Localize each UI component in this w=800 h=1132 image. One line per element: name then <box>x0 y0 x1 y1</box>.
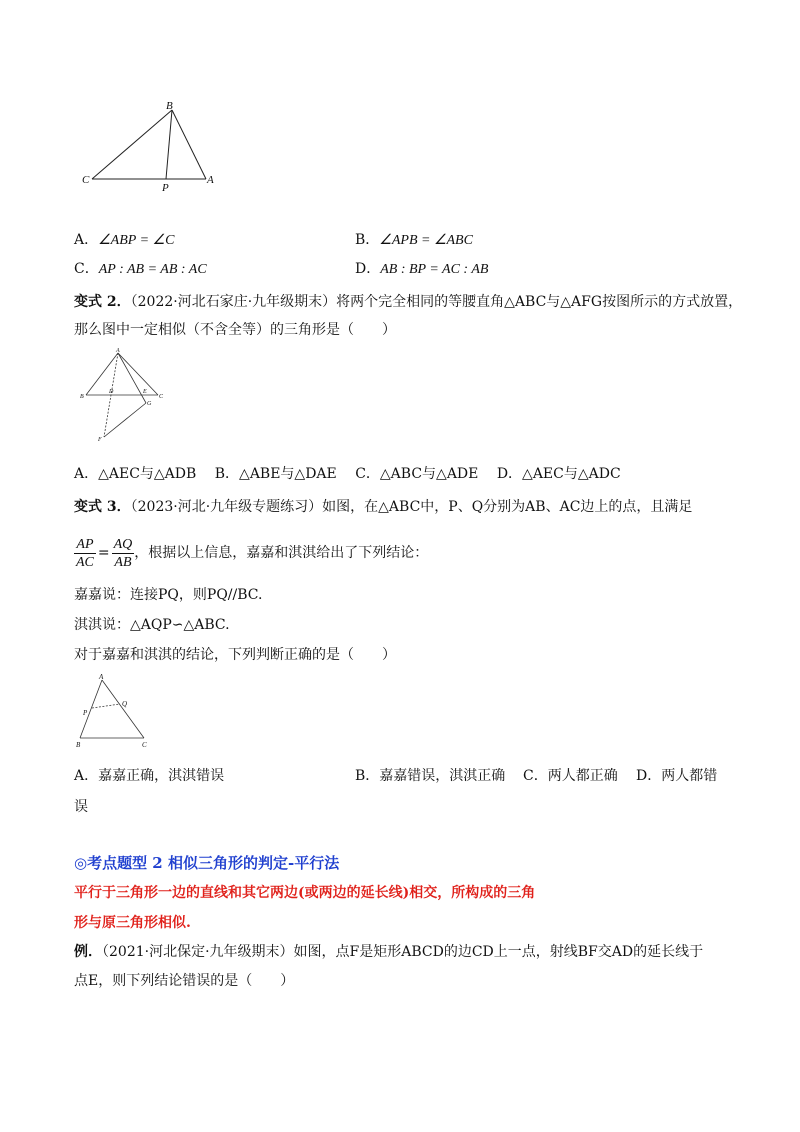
section-heading: ◎考点题型 2 相似三角形的判定-平行法 <box>74 854 340 872</box>
fig2-label-a: A <box>116 348 120 354</box>
variant2-tag: 变式 2． <box>74 294 131 310</box>
fig2-label-c: C <box>159 394 164 400</box>
fraction-aq-ab <box>112 536 135 571</box>
fraction-aq: AQ <box>113 536 133 552</box>
variant3-question: 对于嘉嘉和淇淇的结论，下列判断正确的是（ ） <box>74 647 396 663</box>
theorem-line1: 平行于三角形一边的直线和其它两边(或两边的延长线)相交，所构成的三角 <box>74 885 536 901</box>
label-b: B <box>166 100 173 112</box>
fraction-ap-ac <box>74 536 96 571</box>
fig3-label-a: A <box>99 673 104 681</box>
variant3-line1 <box>74 497 692 517</box>
example-line1 <box>74 942 703 962</box>
option-b-text: ∠APB = ∠ABC <box>379 233 473 248</box>
fraction-ap: AP <box>74 536 96 554</box>
variant3-option-c: C．两人都正确 <box>523 768 618 784</box>
option-a <box>74 230 174 251</box>
label-p: P <box>162 182 169 194</box>
example-tag: 例． <box>74 944 102 960</box>
variant2-line2: 那么图中一定相似（不含全等）的三角形是（ ） <box>74 322 396 338</box>
jiajia-statement: 嘉嘉说：连接PQ，则PQ//BC. <box>74 587 263 603</box>
variant3-line2-text: ，根据以上信息，嘉嘉和淇淇给出了下列结论： <box>134 545 429 561</box>
fraction-ab: AB <box>114 554 132 570</box>
option-d <box>355 259 488 280</box>
option-c-text: AP : AB = AB : AC <box>98 262 207 277</box>
variant3-option-a: A．嘉嘉正确，淇淇错误 <box>74 768 225 784</box>
variant2-line1 <box>74 292 742 312</box>
label-a: A <box>207 174 214 186</box>
variant3-line2 <box>74 533 428 573</box>
fig2-label-d: D <box>109 389 114 395</box>
fig2-label-b: B <box>80 394 84 400</box>
variant2-stem: （2022·河北石家庄·九年级期末）将两个完全相同的等腰直角△ABC与△AFG按图所示的方式放置， <box>130 294 743 310</box>
figure-two-triangles <box>80 345 180 445</box>
option-a-label: A． <box>74 232 99 248</box>
option-a-text: ∠ABP = ∠C <box>98 233 175 248</box>
option-c <box>74 259 207 280</box>
option-d-label: D． <box>355 261 381 277</box>
fraction-ac: AC <box>76 554 94 570</box>
theorem-line2: 形与原三角形相似. <box>74 915 191 931</box>
fig3-label-p: P <box>83 709 88 717</box>
fig2-label-e: E <box>143 389 147 395</box>
equals-sign: = <box>97 545 110 561</box>
option-d-text: AB : BP = AC : AB <box>380 262 489 277</box>
figure-triangle-apq <box>72 670 162 755</box>
fig3-label-b: B <box>76 741 81 749</box>
variant3-option-b: B．嘉嘉错误，淇淇正确 <box>355 768 506 784</box>
variant2-options: A．△AEC与△ADB B．△ABE与△DAE C．△ABC与△ADE D．△AEC与△ADC <box>74 466 621 482</box>
fig3-label-c: C <box>142 741 147 749</box>
option-b <box>355 230 473 251</box>
figure-triangle-abp <box>80 95 220 195</box>
example-stem: （2021·河北保定·九年级期末）如图，点F是矩形ABCD的边CD上一点，射线BF交AD的延长线于 <box>102 944 704 960</box>
label-c: C <box>82 174 90 186</box>
option-c-label: C． <box>74 261 99 277</box>
variant3-stem: （2023·河北·九年级专题练习）如图，在△ABC中，P、Q分别为AB、AC边上的点，且满足 <box>130 499 693 515</box>
fig3-label-q: Q <box>122 700 128 708</box>
variant3-option-d: D．两人都错 <box>636 768 718 784</box>
option-b-label: B． <box>355 232 380 248</box>
fig2-label-f: F <box>98 437 102 443</box>
example-line2: 点E，则下列结论错误的是（ ） <box>74 973 295 989</box>
variant3-tag: 变式 3． <box>74 499 131 515</box>
fig2-label-g: G <box>147 401 152 407</box>
qiqi-statement: 淇淇说：△AQP∽△ABC. <box>74 617 230 633</box>
variant3-option-d-wrap: 误 <box>74 799 88 815</box>
